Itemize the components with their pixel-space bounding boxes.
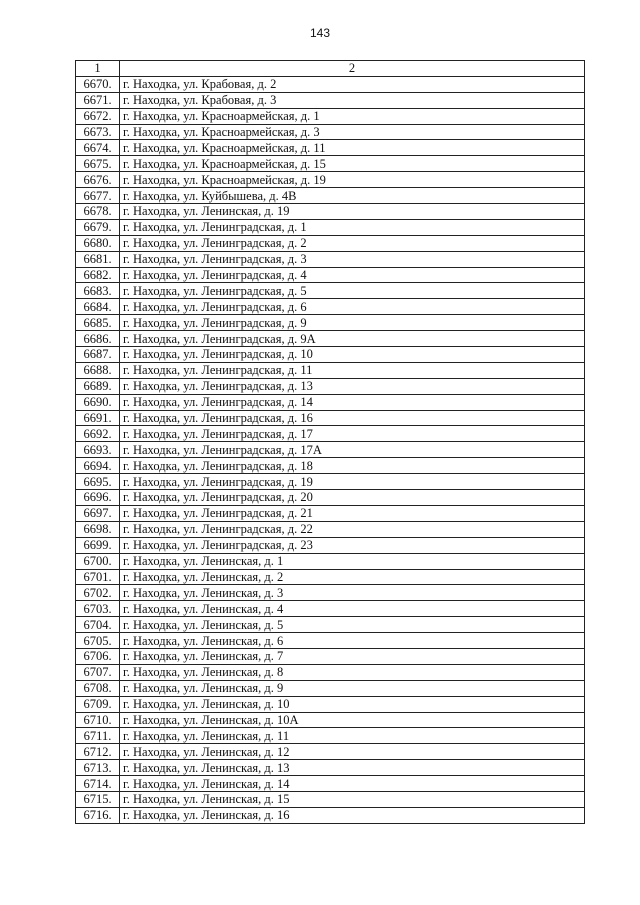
row-number: 6670.	[76, 76, 120, 92]
table-row	[76, 442, 585, 458]
row-number: 6676.	[76, 172, 120, 188]
row-number: 6716.	[76, 807, 120, 823]
table-row	[76, 156, 585, 172]
table-row	[76, 601, 585, 617]
row-number: 6713.	[76, 760, 120, 776]
row-address: г. Находка, ул. Ленинская, д. 11	[120, 728, 585, 744]
row-number: 6698.	[76, 521, 120, 537]
table-row	[76, 791, 585, 807]
row-address: г. Находка, ул. Ленинградская, д. 18	[120, 458, 585, 474]
row-address: г. Находка, ул. Ленинградская, д. 14	[120, 394, 585, 410]
row-number: 6709.	[76, 696, 120, 712]
row-number: 6684.	[76, 299, 120, 315]
table-row	[76, 585, 585, 601]
address-table	[75, 60, 585, 824]
row-number: 6700.	[76, 553, 120, 569]
row-number: 6683.	[76, 283, 120, 299]
row-number: 6699.	[76, 537, 120, 553]
row-address: г. Находка, ул. Ленинская, д. 6	[120, 633, 585, 649]
row-address: г. Находка, ул. Ленинская, д. 7	[120, 648, 585, 664]
row-number: 6708.	[76, 680, 120, 696]
row-number: 6697.	[76, 505, 120, 521]
row-number: 6678.	[76, 204, 120, 220]
table-row	[76, 140, 585, 156]
row-address: г. Находка, ул. Ленинская, д. 8	[120, 664, 585, 680]
table-row	[76, 776, 585, 792]
table-row	[76, 219, 585, 235]
row-address: г. Находка, ул. Ленинская, д. 4	[120, 601, 585, 617]
row-number: 6691.	[76, 410, 120, 426]
row-address: г. Находка, ул. Ленинская, д. 3	[120, 585, 585, 601]
table-row	[76, 251, 585, 267]
row-number: 6705.	[76, 633, 120, 649]
table-row	[76, 172, 585, 188]
row-number: 6696.	[76, 490, 120, 506]
table-row	[76, 553, 585, 569]
row-address: г. Находка, ул. Ленинградская, д. 2	[120, 235, 585, 251]
row-number: 6673.	[76, 124, 120, 140]
table-row	[76, 283, 585, 299]
row-address: г. Находка, ул. Красноармейская, д. 11	[120, 140, 585, 156]
row-address: г. Находка, ул. Ленинградская, д. 17А	[120, 442, 585, 458]
row-address: г. Находка, ул. Ленинградская, д. 22	[120, 521, 585, 537]
table-row	[76, 712, 585, 728]
table-row	[76, 235, 585, 251]
row-address: г. Находка, ул. Ленинградская, д. 23	[120, 537, 585, 553]
row-address: г. Находка, ул. Ленинградская, д. 5	[120, 283, 585, 299]
row-address: г. Находка, ул. Ленинградская, д. 16	[120, 410, 585, 426]
row-number: 6693.	[76, 442, 120, 458]
row-number: 6712.	[76, 744, 120, 760]
table-row	[76, 426, 585, 442]
row-address: г. Находка, ул. Ленинградская, д. 4	[120, 267, 585, 283]
column-header-address: 2	[120, 61, 585, 77]
row-number: 6686.	[76, 331, 120, 347]
row-number: 6679.	[76, 219, 120, 235]
table-row	[76, 458, 585, 474]
row-address: г. Находка, ул. Ленинская, д. 12	[120, 744, 585, 760]
row-number: 6695.	[76, 474, 120, 490]
row-number: 6689.	[76, 378, 120, 394]
row-address: г. Находка, ул. Ленинградская, д. 13	[120, 378, 585, 394]
row-address: г. Находка, ул. Ленинградская, д. 21	[120, 505, 585, 521]
row-address: г. Находка, ул. Ленинградская, д. 3	[120, 251, 585, 267]
row-address: г. Находка, ул. Крабовая, д. 2	[120, 76, 585, 92]
table-row	[76, 490, 585, 506]
row-number: 6703.	[76, 601, 120, 617]
row-address: г. Находка, ул. Ленинская, д. 1	[120, 553, 585, 569]
row-number: 6692.	[76, 426, 120, 442]
table-row	[76, 569, 585, 585]
table-row	[76, 617, 585, 633]
table-row	[76, 474, 585, 490]
row-address: г. Находка, ул. Ленинская, д. 9	[120, 680, 585, 696]
row-address: г. Находка, ул. Ленинградская, д. 10	[120, 347, 585, 363]
row-address: г. Находка, ул. Красноармейская, д. 19	[120, 172, 585, 188]
table-row	[76, 124, 585, 140]
row-number: 6711.	[76, 728, 120, 744]
table-row	[76, 505, 585, 521]
row-address: г. Находка, ул. Ленинградская, д. 17	[120, 426, 585, 442]
row-address: г. Находка, ул. Ленинская, д. 5	[120, 617, 585, 633]
row-number: 6694.	[76, 458, 120, 474]
table-row	[76, 394, 585, 410]
row-address: г. Находка, ул. Ленинская, д. 10А	[120, 712, 585, 728]
row-address: г. Находка, ул. Ленинская, д. 19	[120, 204, 585, 220]
row-number: 6714.	[76, 776, 120, 792]
table-row	[76, 633, 585, 649]
table-row	[76, 267, 585, 283]
table-row	[76, 188, 585, 204]
table-row	[76, 728, 585, 744]
row-number: 6702.	[76, 585, 120, 601]
row-number: 6672.	[76, 108, 120, 124]
table-row	[76, 521, 585, 537]
table-row	[76, 378, 585, 394]
row-number: 6706.	[76, 648, 120, 664]
table-row	[76, 760, 585, 776]
row-number: 6707.	[76, 664, 120, 680]
row-number: 6687.	[76, 347, 120, 363]
row-number: 6685.	[76, 315, 120, 331]
table-row	[76, 108, 585, 124]
row-address: г. Находка, ул. Красноармейская, д. 3	[120, 124, 585, 140]
table-row	[76, 744, 585, 760]
row-address: г. Находка, ул. Куйбышева, д. 4В	[120, 188, 585, 204]
table-row	[76, 648, 585, 664]
table-row	[76, 315, 585, 331]
row-number: 6715.	[76, 791, 120, 807]
row-number: 6690.	[76, 394, 120, 410]
table-row	[76, 331, 585, 347]
row-address: г. Находка, ул. Ленинская, д. 15	[120, 791, 585, 807]
row-address: г. Находка, ул. Ленинградская, д. 6	[120, 299, 585, 315]
row-address: г. Находка, ул. Ленинская, д. 13	[120, 760, 585, 776]
table-row	[76, 347, 585, 363]
row-number: 6710.	[76, 712, 120, 728]
row-address: г. Находка, ул. Ленинградская, д. 9А	[120, 331, 585, 347]
row-address: г. Находка, ул. Крабовая, д. 3	[120, 92, 585, 108]
table-row	[76, 362, 585, 378]
row-address: г. Находка, ул. Ленинская, д. 10	[120, 696, 585, 712]
row-address: г. Находка, ул. Ленинская, д. 14	[120, 776, 585, 792]
row-address: г. Находка, ул. Ленинградская, д. 1	[120, 219, 585, 235]
row-number: 6681.	[76, 251, 120, 267]
row-number: 6701.	[76, 569, 120, 585]
table-row	[76, 680, 585, 696]
address-table-body	[76, 61, 585, 824]
row-number: 6688.	[76, 362, 120, 378]
row-address: г. Находка, ул. Ленинская, д. 16	[120, 807, 585, 823]
table-row	[76, 204, 585, 220]
row-number: 6682.	[76, 267, 120, 283]
column-header-number: 1	[76, 61, 120, 77]
table-row	[76, 537, 585, 553]
row-number: 6704.	[76, 617, 120, 633]
page-number: 143	[309, 26, 331, 40]
row-number: 6680.	[76, 235, 120, 251]
row-number: 6671.	[76, 92, 120, 108]
table-row	[76, 92, 585, 108]
row-address: г. Находка, ул. Ленинградская, д. 9	[120, 315, 585, 331]
row-address: г. Находка, ул. Красноармейская, д. 15	[120, 156, 585, 172]
row-address: г. Находка, ул. Ленинградская, д. 11	[120, 362, 585, 378]
table-row	[76, 410, 585, 426]
table-row	[76, 299, 585, 315]
table-row	[76, 696, 585, 712]
row-number: 6677.	[76, 188, 120, 204]
table-row	[76, 807, 585, 823]
row-number: 6674.	[76, 140, 120, 156]
row-address: г. Находка, ул. Ленинградская, д. 19	[120, 474, 585, 490]
row-address: г. Находка, ул. Ленинская, д. 2	[120, 569, 585, 585]
row-number: 6675.	[76, 156, 120, 172]
row-address: г. Находка, ул. Красноармейская, д. 1	[120, 108, 585, 124]
table-row	[76, 76, 585, 92]
table-header-row	[76, 61, 585, 77]
row-address: г. Находка, ул. Ленинградская, д. 20	[120, 490, 585, 506]
table-row	[76, 664, 585, 680]
